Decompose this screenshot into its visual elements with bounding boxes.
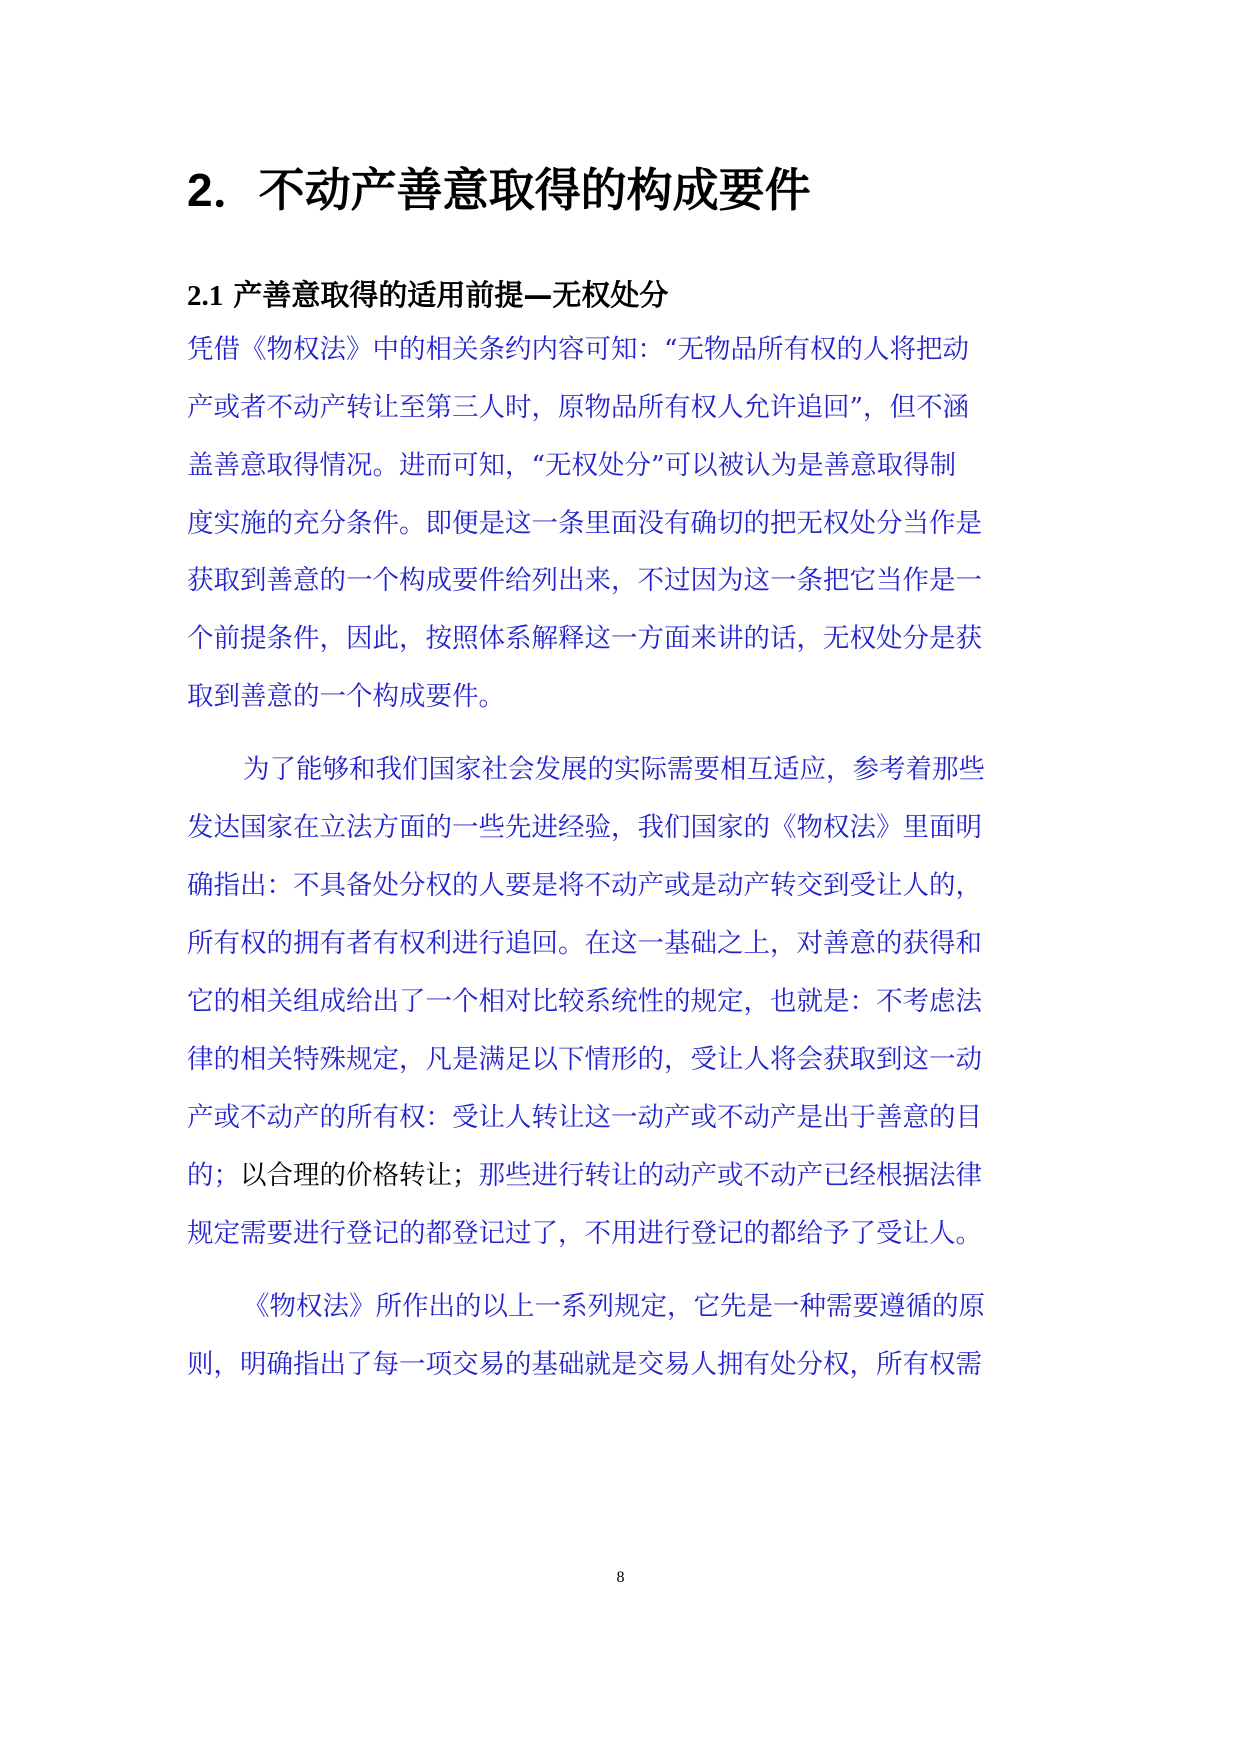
text-line: 则，明确指出了每一项交易的基础就是交易人拥有处分权，所有权需 [187, 1349, 982, 1380]
section-heading [187, 158, 811, 222]
text-line: 凭借《物权法》中的相关条约内容可知：“无物品所有权的人将把动 [187, 334, 970, 365]
text-line: 律的相关特殊规定，凡是满足以下情形的，受让人将会获取到这一动 [187, 1044, 982, 1075]
text-segment: 以合理的价格转让； [240, 1160, 479, 1191]
text-line: 产或者不动产转让至第三人时，原物品所有权人允许追回”，但不涵 [187, 392, 970, 423]
text-line: 盖善意取得情况。进而可知，“无权处分”可以被认为是善意取得制 [187, 450, 957, 481]
section-number: 2． [187, 164, 259, 216]
text-line [187, 1154, 982, 1198]
text-line: 为了能够和我们国家社会发展的实际需要相互适应，参考着那些 [243, 754, 985, 785]
text-line: 《物权法》所作出的以上一系列规定，它先是一种需要遵循的原 [243, 1291, 985, 1322]
page-number: 8 [616, 1569, 625, 1586]
text-segment: 那些进行转让的动产或不动产已经根据法律 [478, 1160, 982, 1191]
text-segment: 的； [187, 1160, 240, 1191]
text-line: 发达国家在立法方面的一些先进经验，我们国家的《物权法》里面明 [187, 812, 982, 843]
subsection-title: 产善意取得的适用前提—无权处分 [223, 278, 669, 312]
text-line: 取到善意的一个构成要件。 [187, 681, 505, 712]
text-line: 获取到善意的一个构成要件给列出来，不过因为这一条把它当作是一 [187, 565, 982, 596]
section-title: 不动产善意取得的构成要件 [258, 163, 811, 217]
text-line: 规定需要进行登记的都登记过了，不用进行登记的都给予了受让人。 [187, 1218, 982, 1249]
text-line: 所有权的拥有者有权利进行追回。在这一基础之上，对善意的获得和 [187, 928, 982, 959]
text-line: 产或不动产的所有权：受让人转让这一动产或不动产是出于善意的目 [187, 1102, 982, 1133]
subsection-number: 2.1 [187, 280, 224, 312]
text-line: 度实施的充分条件。即便是这一条里面没有确切的把无权处分当作是 [187, 508, 982, 539]
subsection-heading [187, 273, 668, 318]
text-line: 个前提条件，因此，按照体系解释这一方面来讲的话，无权处分是获 [187, 623, 982, 654]
text-line: 它的相关组成给出了一个相对比较系统性的规定，也就是：不考虑法 [187, 986, 982, 1017]
text-line: 确指出：不具备处分权的人要是将不动产或是动产转交到受让人的， [187, 870, 982, 901]
